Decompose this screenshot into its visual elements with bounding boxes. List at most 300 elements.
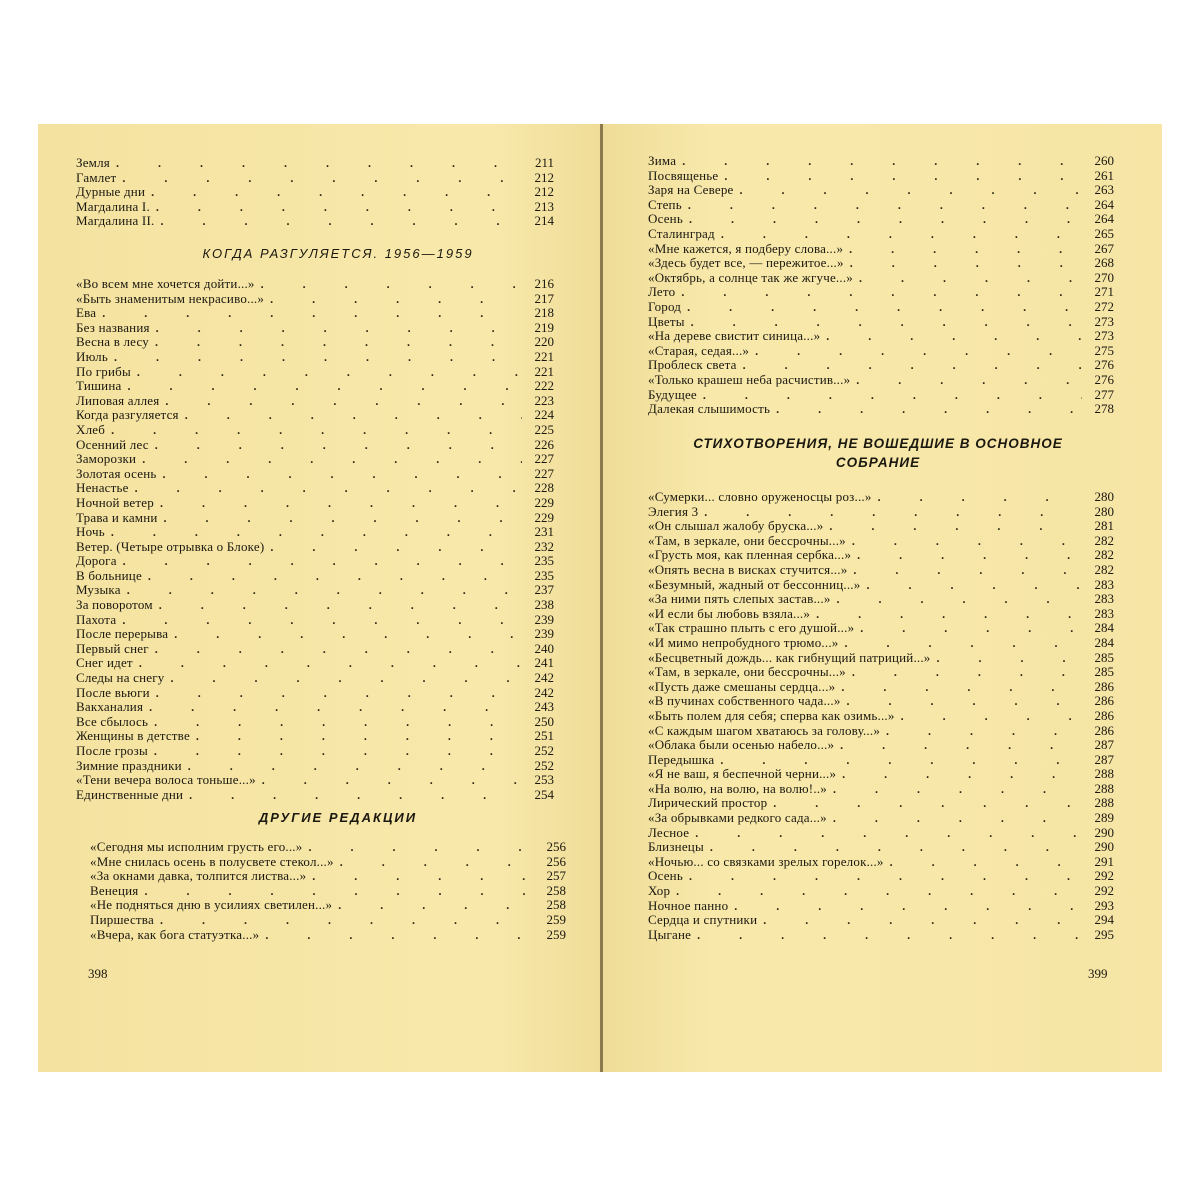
toc-entry-title: Пахота <box>76 611 117 627</box>
dot-leader <box>833 811 1082 826</box>
toc-entry <box>76 277 554 292</box>
book-gutter <box>600 124 603 1072</box>
dot-leader <box>829 519 1082 534</box>
toc-entry <box>76 394 554 409</box>
dot-leader <box>878 490 1082 505</box>
toc-entry <box>648 548 1114 563</box>
toc-entry-page: 280 <box>1094 489 1114 504</box>
toc-entry <box>648 869 1114 884</box>
toc-entry-page: 267 <box>1094 240 1114 256</box>
dot-leader <box>163 467 522 482</box>
toc-entry <box>648 694 1114 709</box>
toc-entry <box>648 490 1114 505</box>
toc-entry-page: 225 <box>534 421 554 437</box>
toc-entry-title: Лирический простор <box>648 795 768 811</box>
toc-entry-page: 285 <box>1094 649 1114 665</box>
toc-entry-page: 263 <box>1094 182 1114 198</box>
book-spread <box>38 124 1162 1072</box>
toc-entry-page: 212 <box>534 184 554 200</box>
toc-entry-page: 212 <box>534 169 554 185</box>
toc-entry <box>648 344 1114 359</box>
toc-entry-title: Степь <box>648 196 682 212</box>
dot-leader <box>142 452 522 467</box>
section-heading-when-it-clears: КОГДА РАЗГУЛЯЕТСЯ. 1956—1959 <box>202 246 474 261</box>
toc-entry <box>648 665 1114 680</box>
toc-entry-page: 276 <box>1094 357 1114 373</box>
toc-entry-page: 250 <box>534 713 554 729</box>
toc-entry-title: «И если бы любовь взяла...» <box>648 605 811 621</box>
toc-entry <box>648 315 1114 330</box>
toc-entry <box>76 467 554 482</box>
toc-entry <box>648 724 1114 739</box>
dot-leader <box>816 607 1082 622</box>
dot-leader <box>189 788 522 803</box>
toc-entry <box>76 540 554 555</box>
dot-leader <box>740 183 1083 198</box>
toc-entry-title: После перерыва <box>76 626 169 642</box>
toc-entry-page: 277 <box>1094 386 1114 402</box>
toc-entry-page: 286 <box>1094 722 1114 738</box>
toc-entry <box>648 884 1114 899</box>
toc-entry-page: 292 <box>1094 883 1114 899</box>
toc-entry-page: 259 <box>546 926 566 942</box>
toc-entry-title: «Облака были осенью набело...» <box>648 737 835 753</box>
toc-entry-title: «Сумерки... словно оруженосцы роз...» <box>648 489 872 504</box>
toc-entry-page: 283 <box>1094 576 1114 592</box>
toc-entry-title: «Грусть моя, как пленная сербка...» <box>648 547 852 563</box>
toc-entry <box>76 452 554 467</box>
dot-leader <box>127 379 522 394</box>
toc-entry-page: 242 <box>534 670 554 686</box>
toc-entry-title: Посвященье <box>648 167 719 183</box>
toc-entry-title: Музыка <box>76 582 121 598</box>
toc-entry <box>648 242 1114 257</box>
toc-entry-title: «Пусть даже смешаны сердца...» <box>648 678 836 694</box>
toc-entry <box>76 438 554 453</box>
toc-entry-page: 268 <box>1094 255 1114 271</box>
toc-entry-title: Сталинград <box>648 225 715 241</box>
toc-entry <box>90 898 566 913</box>
toc-entry-title: Золотая осень <box>76 465 157 481</box>
toc-entry-title: «На дереве свистит синица...» <box>648 328 821 344</box>
dot-leader <box>841 680 1082 695</box>
toc-entry <box>648 256 1114 271</box>
toc-entry <box>648 271 1114 286</box>
toc-block-top-left <box>76 156 554 229</box>
toc-entry-title: Гамлет <box>76 169 117 185</box>
toc-entry-title: Ночной ветер <box>76 494 154 510</box>
toc-entry-page: 226 <box>534 436 554 452</box>
dot-leader <box>185 408 522 423</box>
toc-entry-title: «Мне снилась осень в полусвете стекол...» <box>90 853 334 869</box>
dot-leader <box>860 621 1082 636</box>
toc-entry <box>76 335 554 350</box>
toc-entry-page: 227 <box>534 451 554 467</box>
toc-entry <box>76 292 554 307</box>
toc-entry-title: Магдалина I. <box>76 198 150 214</box>
toc-entry-page: 219 <box>534 319 554 335</box>
toc-entry <box>648 505 1114 520</box>
toc-entry-page: 223 <box>534 392 554 408</box>
left-page <box>38 124 603 1072</box>
dot-leader <box>734 899 1082 914</box>
toc-entry-title: Ветер. (Четыре отрывка о Блоке) <box>76 538 265 554</box>
toc-entry <box>76 583 554 598</box>
toc-entry-page: 214 <box>534 213 554 229</box>
toc-entry-title: «Бесцветный дождь... как гибнущий патриций...» <box>648 649 931 665</box>
page-number-right: 399 <box>1088 966 1108 981</box>
toc-entry-page: 240 <box>534 640 554 656</box>
toc-entry <box>76 598 554 613</box>
toc-entry-page: 275 <box>1094 342 1114 358</box>
toc-entry-title: После вьюги <box>76 684 150 700</box>
dot-leader <box>149 700 522 715</box>
dot-leader <box>687 300 1082 315</box>
dot-leader <box>833 782 1082 797</box>
toc-entry-title: Ненастье <box>76 480 129 496</box>
toc-entry <box>76 656 554 671</box>
toc-entry <box>90 913 566 928</box>
toc-entry-title: Снег идет <box>76 655 133 671</box>
dot-leader <box>261 277 522 292</box>
dot-leader <box>114 350 522 365</box>
dot-leader <box>853 563 1082 578</box>
toc-entry-title: Трава и камни <box>76 509 158 525</box>
dot-leader <box>689 869 1082 884</box>
toc-entry-title: Ночное панно <box>648 897 729 913</box>
dot-leader <box>852 534 1082 549</box>
toc-entry-title: Магдалина II. <box>76 213 155 229</box>
toc-entry <box>76 321 554 336</box>
dot-leader <box>837 592 1082 607</box>
toc-entry <box>648 738 1114 753</box>
toc-entry-page: 264 <box>1094 196 1114 212</box>
dot-leader <box>710 840 1082 855</box>
right-page <box>603 124 1162 1072</box>
toc-entry-title: Единственные дни <box>76 786 184 802</box>
toc-entry <box>76 627 554 642</box>
dot-leader <box>151 185 522 200</box>
toc-entry <box>648 388 1114 403</box>
toc-entry-title: Осень <box>648 211 683 227</box>
toc-entry-title: «Только крашеш неба расчистив...» <box>648 371 851 387</box>
toc-entry <box>76 350 554 365</box>
toc-entry <box>90 869 566 884</box>
toc-entry-page: 290 <box>1094 839 1114 855</box>
toc-entry-page: 284 <box>1094 634 1114 650</box>
dot-leader <box>122 613 522 628</box>
toc-entry <box>648 928 1114 943</box>
toc-entry-title: Дурные дни <box>76 184 146 200</box>
dot-leader <box>688 198 1082 213</box>
toc-entry-title: «Я не ваш, я беспечной черни...» <box>648 766 837 782</box>
toc-entry-title: Элегия 3 <box>648 503 699 519</box>
dot-leader <box>139 656 522 671</box>
toc-entry-page: 284 <box>1094 620 1114 636</box>
toc-entry-page: 294 <box>1094 912 1114 928</box>
toc-entry <box>648 826 1114 841</box>
toc-entry-title: «В пучинах собственного чада...» <box>648 693 841 709</box>
toc-entry <box>648 285 1114 300</box>
toc-entry-page: 273 <box>1094 313 1114 329</box>
toc-entry-title: «С каждым шагом хватаюсь за голову...» <box>648 722 881 738</box>
toc-entry-title: «Сегодня мы исполним грусть его...» <box>90 839 303 854</box>
toc-entry-page: 252 <box>534 757 554 773</box>
dot-leader <box>703 388 1082 403</box>
toc-entry-page: 287 <box>1094 737 1114 753</box>
toc-entry-page: 257 <box>546 868 566 884</box>
toc-entry-title: Все сбылось <box>76 713 149 729</box>
toc-entry-page: 283 <box>1094 591 1114 607</box>
dot-leader <box>676 884 1082 899</box>
toc-entry-page: 254 <box>534 786 554 802</box>
toc-entry <box>648 212 1114 227</box>
toc-entry-page: 239 <box>534 626 554 642</box>
toc-entry-page: 265 <box>1094 225 1114 241</box>
dot-leader <box>174 627 522 642</box>
dot-leader <box>155 642 522 657</box>
toc-entry <box>648 534 1114 549</box>
dot-leader <box>697 928 1082 943</box>
toc-entry <box>648 782 1114 797</box>
toc-entry-title: Тишина <box>76 378 122 394</box>
toc-entry-page: 286 <box>1094 678 1114 694</box>
dot-leader <box>886 724 1082 739</box>
toc-entry <box>648 519 1114 534</box>
toc-entry-page: 259 <box>546 911 566 927</box>
toc-entry <box>648 154 1114 169</box>
toc-entry <box>648 709 1114 724</box>
toc-block-top-right <box>648 154 1114 417</box>
toc-entry <box>76 496 554 511</box>
toc-entry-title: Осенний лес <box>76 436 149 452</box>
toc-entry-title: Венеция <box>90 882 139 898</box>
toc-entry-title: «Во всем мне хочется дойти...» <box>76 276 255 291</box>
toc-entry <box>648 300 1114 315</box>
toc-entry-title: Лето <box>648 284 676 300</box>
toc-entry <box>76 156 554 171</box>
dot-leader <box>681 285 1082 300</box>
toc-entry-title: «За обрывками редкого сада...» <box>648 810 827 826</box>
toc-entry-title: Когда разгуляется <box>76 407 179 423</box>
toc-entry <box>76 214 554 229</box>
toc-entry <box>648 767 1114 782</box>
toc-entry-title: «Здесь будет все, — пережитое...» <box>648 255 844 271</box>
toc-entry-page: 291 <box>1094 853 1114 869</box>
toc-entry-page: 276 <box>1094 371 1114 387</box>
dot-leader <box>308 840 534 855</box>
toc-entry-page: 232 <box>534 538 554 554</box>
toc-entry <box>648 855 1114 870</box>
toc-entry-title: По грибы <box>76 363 131 379</box>
dot-leader <box>721 227 1082 242</box>
toc-block-uncollected-poems <box>648 490 1114 942</box>
toc-entry-title: «Тени вечера волоса тоньше...» <box>76 772 256 788</box>
toc-entry-page: 258 <box>546 882 566 898</box>
toc-entry-page: 281 <box>1094 518 1114 534</box>
dot-leader <box>847 694 1082 709</box>
toc-entry-title: Пиршества <box>90 911 154 927</box>
toc-entry-page: 282 <box>1094 532 1114 548</box>
dot-leader <box>857 548 1082 563</box>
dot-leader <box>695 826 1082 841</box>
toc-entry-title: «Быть полем для себя; сперва как озимь...» <box>648 707 895 723</box>
dot-leader <box>160 214 522 229</box>
dot-leader <box>116 156 522 171</box>
toc-entry-title: Зимние праздники <box>76 757 182 773</box>
dot-leader <box>135 481 522 496</box>
toc-entry-page: 270 <box>1094 269 1114 285</box>
toc-entry-title: После грозы <box>76 743 148 758</box>
toc-entry-title: Лесное <box>648 824 690 840</box>
toc-entry <box>648 621 1114 636</box>
toc-entry-page: 286 <box>1094 693 1114 709</box>
toc-entry <box>76 613 554 628</box>
toc-entry <box>648 227 1114 242</box>
toc-entry <box>76 171 554 186</box>
toc-entry-title: Передышка <box>648 751 715 767</box>
toc-entry-page: 228 <box>534 480 554 496</box>
dot-leader <box>111 525 522 540</box>
toc-entry <box>648 329 1114 344</box>
toc-entry-page: 235 <box>534 553 554 569</box>
toc-entry <box>648 373 1114 388</box>
toc-entry-title: «Там, в зеркале, они бессрочны...» <box>648 532 846 548</box>
toc-entry <box>76 554 554 569</box>
toc-entry-page: 290 <box>1094 824 1114 840</box>
dot-leader <box>155 335 522 350</box>
dot-leader <box>122 171 522 186</box>
toc-entry <box>648 680 1114 695</box>
toc-entry-page: 283 <box>1094 605 1114 621</box>
toc-entry-title: Вакханалия <box>76 699 144 715</box>
toc-entry-title: Без названия <box>76 319 150 335</box>
toc-entry-page: 243 <box>534 699 554 715</box>
toc-entry-title: «Октябрь, а солнце так же жгуче...» <box>648 269 853 285</box>
section-heading-uncollected-poems: СТИХОТВОРЕНИЯ, НЕ ВОШЕДШИЕ В ОСНОВНОЕ СОБРАНИЕ <box>693 436 1063 470</box>
dot-leader <box>856 373 1082 388</box>
dot-leader <box>111 423 522 438</box>
dot-leader <box>743 358 1082 373</box>
dot-leader <box>340 855 534 870</box>
toc-entry-title: Земля <box>76 155 110 170</box>
toc-entry-title: «Опять весна в висках стучится...» <box>648 561 848 577</box>
toc-entry <box>648 183 1114 198</box>
toc-entry-title: «Ночью... со связками зрелых горелок...» <box>648 853 884 869</box>
toc-entry <box>76 200 554 215</box>
dot-leader <box>850 256 1082 271</box>
dot-leader <box>682 154 1082 169</box>
dot-leader <box>159 598 522 613</box>
dot-leader <box>155 438 522 453</box>
toc-entry <box>648 840 1114 855</box>
toc-entry <box>90 840 566 855</box>
dot-leader <box>196 729 522 744</box>
toc-entry <box>648 796 1114 811</box>
toc-entry-title: Июль <box>76 348 108 364</box>
toc-entry <box>76 569 554 584</box>
toc-entry <box>648 592 1114 607</box>
toc-entry-title: Цветы <box>648 313 685 329</box>
toc-entry-page: 211 <box>534 155 554 170</box>
toc-entry <box>648 607 1114 622</box>
toc-entry-title: «Мне кажется, я подберу слова...» <box>648 240 844 256</box>
toc-entry-page: 264 <box>1094 211 1114 227</box>
dot-leader <box>890 855 1082 870</box>
toc-entry-page: 256 <box>546 839 566 854</box>
toc-entry <box>648 402 1114 417</box>
toc-entry <box>648 913 1114 928</box>
toc-entry-page: 261 <box>1094 167 1114 183</box>
dot-leader <box>755 344 1082 359</box>
toc-entry-page: 292 <box>1094 868 1114 884</box>
toc-entry-title: Близнецы <box>648 839 704 855</box>
toc-entry-page: 280 <box>1094 503 1114 519</box>
toc-entry-page: 242 <box>534 684 554 700</box>
toc-entry <box>648 899 1114 914</box>
dot-leader <box>859 271 1082 286</box>
toc-entry-title: Первый снег <box>76 640 149 656</box>
toc-entry-title: Ночь <box>76 524 105 540</box>
toc-entry-page: 224 <box>534 407 554 423</box>
toc-entry-page: 237 <box>534 582 554 598</box>
toc-entry-page: 241 <box>534 655 554 671</box>
dot-leader <box>937 651 1082 666</box>
toc-entry-title: «За окнами давка, толпится листва...» <box>90 868 307 884</box>
toc-entry-page: 272 <box>1094 298 1114 314</box>
toc-entry-title: Хлеб <box>76 421 106 437</box>
toc-entry-page: 221 <box>534 348 554 364</box>
toc-entry-title: Ева <box>76 305 97 321</box>
dot-leader <box>689 212 1082 227</box>
toc-entry-title: «Безумный, жадный от бессонниц...» <box>648 576 861 592</box>
toc-entry-page: 286 <box>1094 707 1114 723</box>
toc-entry-title: Будущее <box>648 386 697 402</box>
toc-entry <box>76 700 554 715</box>
toc-entry-page: 231 <box>534 524 554 540</box>
toc-entry-title: Далекая слышимость <box>648 401 771 417</box>
dot-leader <box>123 554 522 569</box>
dot-leader <box>844 636 1082 651</box>
toc-entry-page: 239 <box>534 611 554 627</box>
toc-entry-page: 282 <box>1094 547 1114 563</box>
section-heading-other-editions: ДРУГИЕ РЕДАКЦИИ <box>258 810 418 825</box>
toc-entry-page: 293 <box>1094 897 1114 913</box>
toc-entry-title: Женщины в детстве <box>76 728 190 744</box>
dot-leader <box>164 511 522 526</box>
dot-leader <box>156 686 522 701</box>
toc-entry-title: «За ними пять слепых застав...» <box>648 591 831 607</box>
toc-entry <box>76 408 554 423</box>
toc-entry-title: Осень <box>648 868 683 884</box>
dot-leader <box>773 796 1082 811</box>
toc-entry-page: 287 <box>1094 751 1114 767</box>
toc-entry <box>76 773 554 788</box>
dot-leader <box>338 898 534 913</box>
dot-leader <box>156 321 522 336</box>
toc-entry <box>76 525 554 540</box>
toc-entry-page: 288 <box>1094 780 1114 796</box>
toc-entry-page: 282 <box>1094 561 1114 577</box>
toc-entry-page: 235 <box>534 567 554 583</box>
dot-leader <box>156 200 522 215</box>
toc-entry-page: 221 <box>534 363 554 379</box>
toc-entry-title: Заря на Севере <box>648 182 734 198</box>
toc-entry <box>648 578 1114 593</box>
dot-leader <box>137 365 522 380</box>
page-number-left: 398 <box>88 966 108 981</box>
dot-leader <box>262 773 522 788</box>
